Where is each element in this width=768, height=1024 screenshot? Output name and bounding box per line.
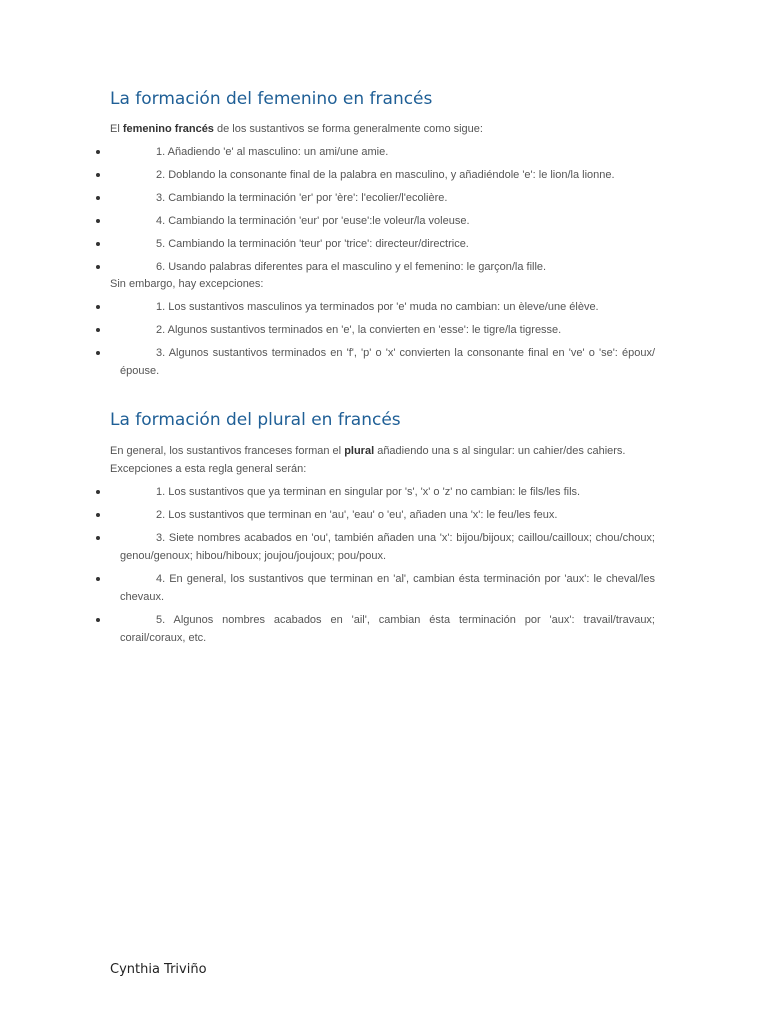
- list-item: 5. Cambiando la terminación 'teur' por 'trice': directeur/directrice.: [90, 235, 655, 253]
- plural-intro: En general, los sustantivos franceses forman el plural añadiendo una s al singular: un cahier/des cahiers.: [110, 445, 626, 457]
- feminine-rules-list: [90, 143, 655, 276]
- list-item: 3. Siete nombres acabados en 'ou', también añaden una 'x': bijou/bijoux; caillou/cailloux; chou/choux; genou/genoux; hibou/hiboux; joujou/joujoux; pou/poux.: [90, 529, 655, 565]
- heading-plural: La formación del plural en francés: [110, 410, 401, 430]
- list-item: 5. Algunos nombres acabados en 'ail', cambian ésta terminación por 'aux': travail/travaux; corail/coraux, etc.: [90, 611, 655, 647]
- list-item: 6. Usando palabras diferentes para el masculino y el femenino: le garçon/la fille.: [90, 258, 655, 276]
- list-item: 1. Los sustantivos que ya terminan en singular por 's', 'x' o 'z' no cambian: le fils/les fils.: [90, 483, 655, 501]
- feminine-intro: El femenino francés de los sustantivos se forma generalmente como sigue:: [110, 123, 483, 135]
- feminine-intro-bold: femenino francés: [122, 123, 214, 135]
- feminine-exceptions-list: [90, 298, 655, 380]
- list-item: 2. Los sustantivos que terminan en 'au', 'eau' o 'eu', añaden una 'x': le feu/les feux.: [90, 506, 655, 524]
- list-item: 2. Doblando la consonante final de la palabra en masculino, y añadiéndole 'e': le lion/la lionne.: [90, 166, 655, 184]
- heading-feminine: La formación del femenino en francés: [110, 89, 433, 109]
- list-item: 3. Algunos sustantivos terminados en 'f', 'p' o 'x' convierten la consonante final en 've' o 'se': époux/épouse.: [90, 344, 655, 380]
- plural-intro-bold: plural: [344, 445, 375, 457]
- list-item: 4. En general, los sustantivos que terminan en 'al', cambian ésta terminación por 'aux': le cheval/les chevaux.: [90, 570, 655, 606]
- list-item: 4. Cambiando la terminación 'eur' por 'euse':le voleur/la voleuse.: [90, 212, 655, 230]
- list-item: 1. Los sustantivos masculinos ya terminados por 'e' muda no cambian: un èleve/une élève.: [90, 298, 655, 316]
- plural-rules-list: [90, 483, 655, 647]
- plural-exceptions-label: Excepciones a esta regla general serán:: [110, 463, 307, 475]
- list-item: 1. Añadiendo 'e' al masculino: un ami/une amie.: [90, 143, 655, 161]
- author-name: Cynthia Triviño: [110, 962, 207, 977]
- list-item: 2. Algunos sustantivos terminados en 'e', la convierten en 'esse': le tigre/la tigresse.: [90, 321, 655, 339]
- list-item: 3. Cambiando la terminación 'er' por 'ère': l'ecolier/l'ecolière.: [90, 189, 655, 207]
- feminine-exceptions-label: Sin embargo, hay excepciones:: [110, 278, 264, 290]
